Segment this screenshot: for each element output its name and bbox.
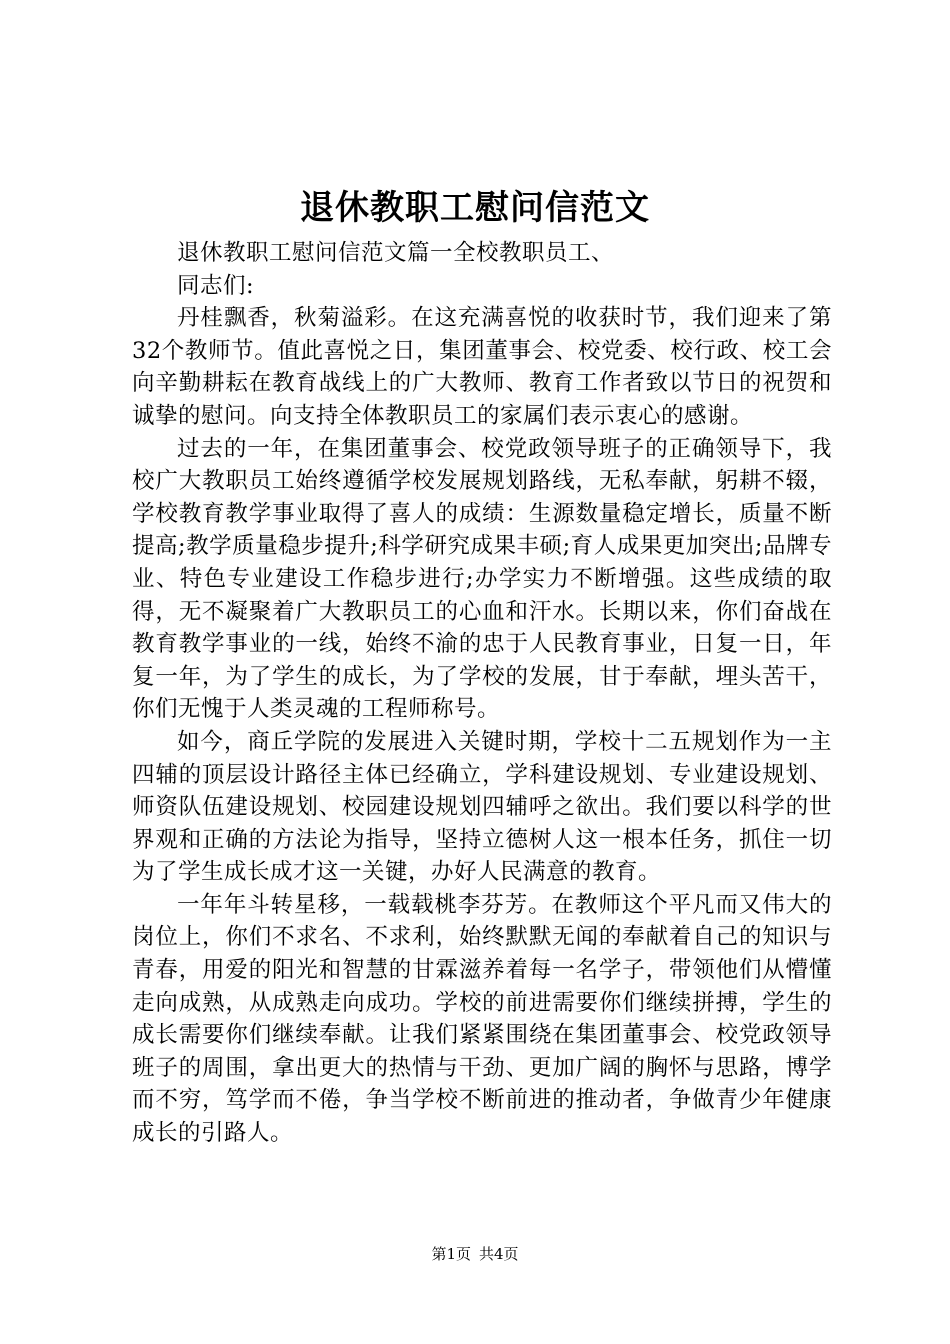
- page-footer: [0, 1244, 950, 1264]
- document-title: 退休教职工慰问信范文: [300, 188, 650, 228]
- paragraph-closing: 一年年斗转星移，一载载桃李芬芳。在教师这个平凡而又伟大的岗位上，你们不求名、不求利，始终默默无闻的奉献着自己的知识与青春，用爱的阳光和智慧的甘霖滋养着每一名学子，带领他们从懵懂走向成熟，从成熟走向成功。学校的前进需要你们继续拼搏，学生的成长需要你们继续奉献。让我们紧紧围绕在集团董事会、校党政领导班子的周围，拿出更大的热情与干劲、更加广阔的胸怀与思路，博学而不穷，笃学而不倦，争当学校不断前进的推动者，争做青少年健康成长的引路人。: [132, 891, 832, 1147]
- page-number: 第1页: [431, 1245, 471, 1263]
- document-body: [132, 237, 832, 1150]
- paragraph-achievements: 过去的一年，在集团董事会、校党政领导班子的正确领导下，我校广大教职员工始终遵循学校发展规划路线，无私奉献，躬耕不辍，学校教育教学事业取得了喜人的成绩：生源数量稳定增长，质量不断提高;教学质量稳步提升;科学研究成果丰硕;育人成果更加突出;品牌专业、特色专业建设工作稳步进行;办学实力不断增强。这些成绩的取得，无不凝聚着广大教职员工的心血和汗水。长期以来，你们奋战在教育教学事业的一线，始终不渝的忠于人民教育事业，日复一日，年复一年，为了学生的成长，为了学校的发展，甘于奉献，埋头苦干，你们无愧于人类灵魂的工程师称号。: [132, 435, 832, 723]
- page-total: 共4页: [479, 1245, 519, 1263]
- paragraph-intro: 退休教职工慰问信范文篇一全校教职员工、: [177, 240, 615, 266]
- paragraph-salutation: 同志们:: [177, 272, 255, 299]
- paragraph-greeting: 丹桂飘香，秋菊溢彩。在这充满喜悦的收获时节，我们迎来了第32个教师节。值此喜悦之日，集团董事会、校党委、校行政、校工会向辛勤耕耘在教育战线上的广大教师、教育工作者致以节日的祝贺和诚挚的慰问。向支持全体教职员工的家属们表示衷心的感谢。: [132, 305, 832, 429]
- paragraph-development: 如今，商丘学院的发展进入关键时期，学校十二五规划作为一主四辅的顶层设计路径主体已经确立，学科建设规划、专业建设规划、师资队伍建设规划、校园建设规划四辅呼之欲出。我们要以科学的世界观和正确的方法论为指导，坚持立德树人这一根本任务，抓住一切为了学生成长成才这一关键，办好人民满意的教育。: [132, 728, 832, 886]
